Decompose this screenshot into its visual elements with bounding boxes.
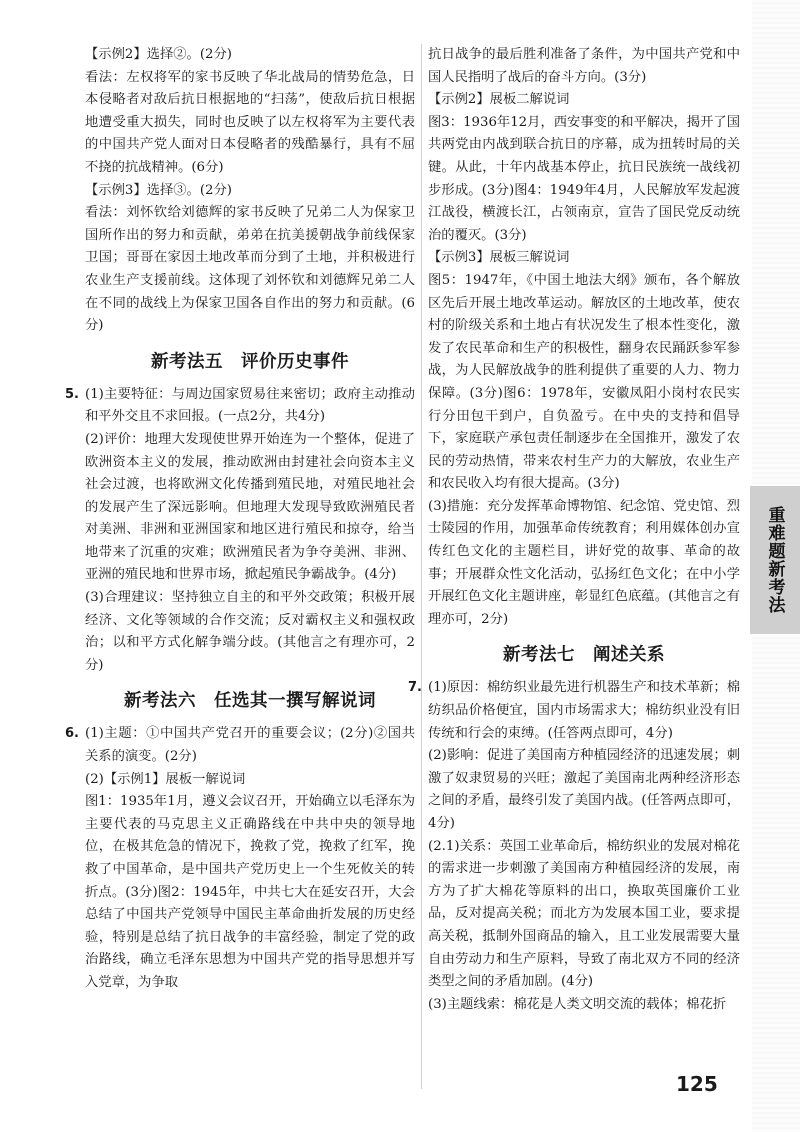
q7-part2: (2)影响：促进了美国南方种植园经济的迅速发展；刺激了奴隶贸易的兴旺；激起了美国南北两种经济形态之间的矛盾，最终引发了美国内战。(任答两点即可，4分) bbox=[428, 748, 740, 831]
continued-text: 抗日战争的最后胜利准备了条件，为中国共产党和中国人民指明了战后的奋斗方向。(3分) bbox=[428, 47, 740, 85]
q6-part3: 图1：1935年1月，遵义会议召开，开始确立以毛泽东为主要代表的马克思主义正确路线在中共中央的领导地位，在极其危急的情况下，挽救了党，挽救了红军，挽救了中国革命，是中国共产党历史上一个生死攸关的转折点。(3分)图2：1945年，中共七大在延安召开，大会总结了中国共产党领导中国民主革命曲折发展的历史经验，特别是总结了抗日战争的丰富经验，制定了党的政治路线，确立毛泽东思想为中国共产党的指导思想并写入党章，为争取 bbox=[85, 794, 415, 990]
r-example2-text: 图3：1936年12月，西安事变的和平解决，揭开了国共两党由内战到联合抗日的序幕，成为扭转时局的关键。从此，十年内战基本停止，抗日民族统一战线初步形成。(3分)图4：1949年4月，人民解放军发起渡江战役，横渡长江，占领南京，宣告了国民党反动统治的覆灭。(3分) bbox=[428, 114, 740, 243]
example3-text: 看法：刘怀钦给刘德辉的家书反映了兄弟二人为保家卫国所作出的努力和贡献，弟弟在抗美援朝战争前线保家卫国；哥哥在家因土地改革而分到了土地，并积极进行农业生产支援前线。这体现了刘怀钦和刘德辉兄弟二人在不同的战线上为保家卫国各自作出的努力和贡献。(6分) bbox=[85, 205, 415, 334]
example2-text: 看法：左权将军的家书反映了华北战局的情势危急，日本侵略者对敌后抗日根据地的“扫荡”，使敌后抗日根据地遭受重大损失，同时也反映了以左权将军为主要代表的中国共产党人面对日本侵略者的残酷暴行，具有不屈不挠的抗战精神。(6分) bbox=[85, 69, 415, 175]
r-example2-head: 【示例2】展板二解说词 bbox=[428, 92, 570, 108]
side-tab bbox=[750, 486, 800, 634]
question5 bbox=[65, 384, 415, 678]
question6-number: 6. bbox=[65, 726, 79, 742]
question6 bbox=[65, 723, 415, 994]
r-example3-text: 图5：1947年，《中国土地法大纲》颁布，各个解放区先后开展土地改革运动。解放区的土地改革，使农村的阶级关系和土地占有状况发生了根本性变化，激发了农民革命和生产的积极性，翻身农民踊跃参军参战，为人民解放战争的胜利提供了重要的人力、物力保障。(3分)图6：1978年，安徽凤阳小岗村农民实行分田包干到户，自负盈亏。在中央的支持和倡导下，家庭联产承包责任制逐步在全国推开，激发了农民的劳动热情，带来农村生产力的大解放，农业生产和农民收入均有很大提高。(3分) bbox=[428, 272, 740, 492]
measures-text: (3)措施：充分发挥革命博物馆、纪念馆、党史馆、烈士陵园的作用，加强革命传统教育；利用媒体创办宣传红色文化的主题栏目，讲好党的故事、革命的故事；开展群众性文化活动，弘扬红色文化；在中小学开展红色文化主题讲座，彰显红色底蕴。(其他言之有理亦可，2分) bbox=[428, 498, 740, 627]
q7-part1: (1)原因：棉纺织业最先进行机器生产和技术革新；棉纺织品价格便宜，国内市场需求大；棉纺织业没有旧传统和行会的束缚。(任答两点即可，4分) bbox=[428, 680, 740, 741]
left-column bbox=[65, 44, 415, 995]
r-example3-head: 【示例3】展板三解说词 bbox=[428, 250, 570, 266]
q5-part2: (2)评价：地理大发现使世界开始连为一个整体，促进了欧洲资本主义的发展，推动欧洲由封建社会向资本主义社会过渡，也将欧洲文化传播到殖民地，对殖民地社会的发展产生了深远影响。但地理大发现导致欧洲殖民者对美洲、非洲和亚洲国家和地区进行殖民和掠夺，给当地带来了沉重的灾难；欧洲殖民者为争夺美洲、非洲、亚洲的殖民地和世界市场，掀起殖民争霸战争。(4分) bbox=[85, 431, 415, 583]
q7-part3: (2.1)关系：英国工业革命后，棉纺织业的发展对棉花的需求进一步刺激了美国南方种植园经济的发展，南方为了扩大棉花等原料的出口，换取英国廉价工业品，反对提高关税；而北方为发展本国工业，要求提高关税，抵制外国商品的输入，且工业发展需要大量自由劳动力和生产原料，导致了南北双方不同的经济类型之间的矛盾加剧。(4分) bbox=[428, 838, 740, 990]
q5-part1: (1)主要特征：与周边国家贸易往来密切；政府主动推动和平外交且不求回报。(一点2分，共4分) bbox=[85, 386, 415, 425]
q6-part1: (1)主题：①中国共产党召开的重要会议；(2分)②国共关系的演变。(2分) bbox=[85, 726, 415, 765]
example2-head: 【示例2】选择②。(2分) bbox=[85, 47, 232, 62]
question5-number: 5. bbox=[65, 386, 79, 402]
section5-title: 新考法五 评价历史事件 bbox=[151, 351, 349, 372]
q7-part4: (3)主题线索：棉花是人类文明交流的载体；棉花折 bbox=[428, 996, 727, 1012]
right-column bbox=[408, 44, 740, 1016]
page-number: 125 bbox=[676, 1072, 718, 1096]
q6-part2: (2)【示例1】展板一解说词 bbox=[85, 771, 246, 787]
q5-part3: (3)合理建议：坚持独立自主的和平外交政策；积极开展经济、文化等领域的合作交流；反对霸权主义和强权政治；以和平方式化解争端分歧。(其他言之有理亦可，2分) bbox=[85, 590, 415, 673]
column-divider bbox=[421, 44, 422, 1089]
question7-number: 7. bbox=[408, 680, 422, 696]
section7-title: 新考法七 阐述关系 bbox=[503, 645, 665, 666]
side-tab-label: 重难题新考法 bbox=[764, 506, 785, 614]
example3-head: 【示例3】选择③。(2分) bbox=[85, 182, 232, 198]
question7 bbox=[408, 677, 740, 1016]
section6-title: 新考法六 任选其一撰写解说词 bbox=[124, 691, 376, 712]
